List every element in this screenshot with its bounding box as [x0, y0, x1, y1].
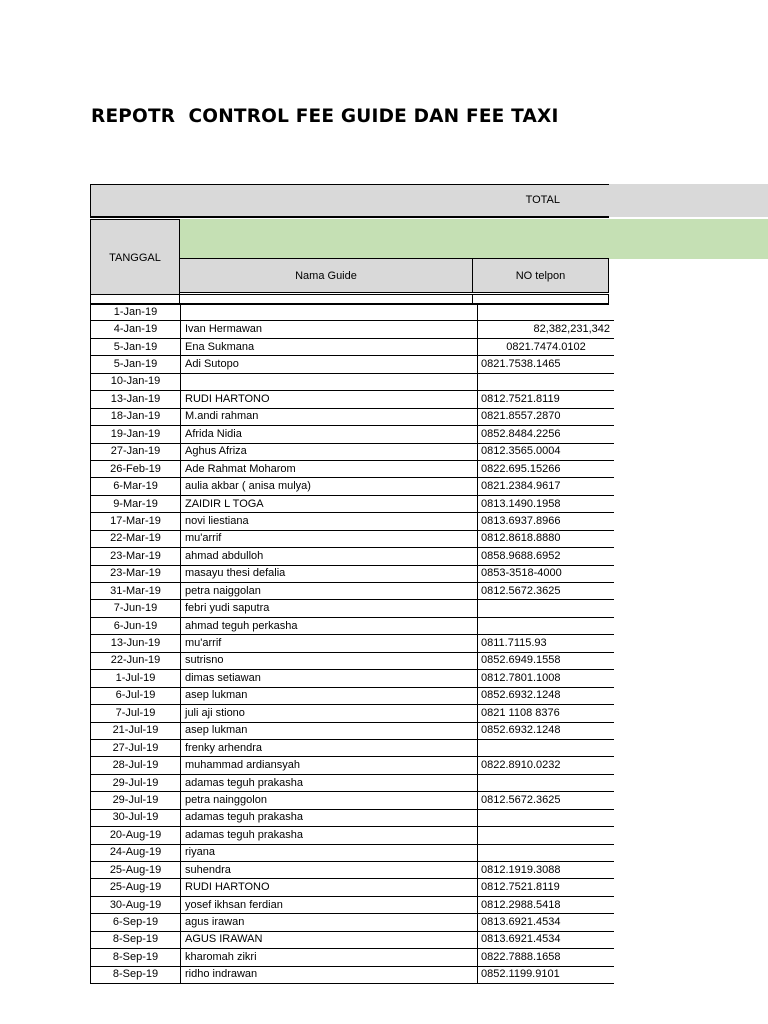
date-cell: 6-Mar-19: [91, 478, 181, 495]
date-cell: 6-Jun-19: [91, 617, 181, 634]
table-row: [91, 739, 615, 756]
table-row: [91, 687, 615, 704]
phone-cell: 0821 1108 8376: [478, 705, 615, 722]
date-cell: 23-Mar-19: [91, 565, 181, 582]
date-cell: 20-Aug-19: [91, 827, 181, 844]
date-cell: 6-Jul-19: [91, 687, 181, 704]
phone-cell: [478, 827, 615, 844]
date-cell: 1-Jan-19: [91, 304, 181, 321]
phone-cell: 0812.5672.3625: [478, 792, 615, 809]
guide-table: [90, 304, 614, 984]
date-cell: 23-Mar-19: [91, 548, 181, 565]
date-cell: 1-Jul-19: [91, 670, 181, 687]
date-cell: 19-Jan-19: [91, 426, 181, 443]
table-row: [91, 844, 615, 861]
phone-cell: [478, 844, 615, 861]
date-cell: 5-Jan-19: [91, 356, 181, 373]
date-cell: 28-Jul-19: [91, 757, 181, 774]
table-row: [91, 792, 615, 809]
table-row: [91, 670, 615, 687]
date-cell: 5-Jan-19: [91, 338, 181, 355]
guide-name-cell: Adi Sutopo: [181, 356, 478, 373]
date-cell: 30-Jul-19: [91, 809, 181, 826]
phone-cell: [478, 617, 615, 634]
guide-name-cell: AGUS IRAWAN: [181, 931, 478, 948]
date-cell: 7-Jun-19: [91, 600, 181, 617]
phone-cell: 0812.3565.0004: [478, 443, 615, 460]
table-row: [91, 774, 615, 791]
date-cell: 13-Jun-19: [91, 635, 181, 652]
table-row: [91, 635, 615, 652]
date-cell: 7-Jul-19: [91, 705, 181, 722]
guide-name-cell: novi liestiana: [181, 513, 478, 530]
guide-name-cell: juli aji stiono: [181, 705, 478, 722]
date-cell: 22-Jun-19: [91, 652, 181, 669]
date-cell: 27-Jan-19: [91, 443, 181, 460]
guide-name-cell: [181, 373, 478, 390]
guide-table-body: [91, 304, 615, 984]
guide-name-cell: Aghus Afriza: [181, 443, 478, 460]
table-row: [91, 757, 615, 774]
table-row: [91, 304, 615, 321]
date-cell: 26-Feb-19: [91, 460, 181, 477]
date-cell: 22-Mar-19: [91, 530, 181, 547]
date-cell: 27-Jul-19: [91, 739, 181, 756]
guide-name-cell: ridho indrawan: [181, 966, 478, 983]
date-cell: 13-Jan-19: [91, 391, 181, 408]
table-row: [91, 443, 615, 460]
tanggal-header: TANGGAL: [90, 219, 180, 295]
table-row: [91, 356, 615, 373]
date-cell: 6-Sep-19: [91, 914, 181, 931]
phone-cell: [478, 809, 615, 826]
phone-cell: 0822.695.15266: [478, 460, 615, 477]
date-cell: 8-Sep-19: [91, 949, 181, 966]
phone-cell: [478, 600, 615, 617]
date-cell: 8-Sep-19: [91, 966, 181, 983]
guide-name-cell: frenky arhendra: [181, 739, 478, 756]
guide-name-cell: Ena Sukmana: [181, 338, 478, 355]
phone-cell: 0813.6921.4534: [478, 914, 615, 931]
guide-name-cell: Ivan Hermawan: [181, 321, 478, 338]
phone-cell: 0812.8618.8880: [478, 530, 615, 547]
guide-name-cell: adamas teguh prakasha: [181, 774, 478, 791]
date-cell: 29-Jul-19: [91, 792, 181, 809]
table-row: [91, 879, 615, 896]
guide-name-cell: agus irawan: [181, 914, 478, 931]
phone-cell: 0852.6949.1558: [478, 652, 615, 669]
phone-cell: 0822.7888.1658: [478, 949, 615, 966]
phone-cell: 0812.7801.1008: [478, 670, 615, 687]
date-cell: 25-Aug-19: [91, 862, 181, 879]
table-row: [91, 321, 615, 338]
table-row: [91, 600, 615, 617]
guide-name-cell: mu'arrif: [181, 530, 478, 547]
table-row: [91, 862, 615, 879]
phone-cell: 0858.9688.6952: [478, 548, 615, 565]
table-row: [91, 827, 615, 844]
table-row: [91, 391, 615, 408]
table-row: [91, 513, 615, 530]
guide-name-cell: petra nainggolon: [181, 792, 478, 809]
phone-cell: 0812.2988.5418: [478, 896, 615, 913]
green-header-band: [179, 219, 768, 259]
guide-name-cell: masayu thesi defalia: [181, 565, 478, 582]
phone-cell: 0813.6937.8966: [478, 513, 615, 530]
date-cell: 25-Aug-19: [91, 879, 181, 896]
total-label: TOTAL: [525, 194, 560, 206]
date-cell: 17-Mar-19: [91, 513, 181, 530]
phone-cell: 0813.1490.1958: [478, 495, 615, 512]
phone-cell: 0821.8557.2870: [478, 408, 615, 425]
date-cell: 24-Aug-19: [91, 844, 181, 861]
guide-name-cell: RUDI HARTONO: [181, 879, 478, 896]
phone-cell: 0852.8484.2256: [478, 426, 615, 443]
guide-name-cell: sutrisno: [181, 652, 478, 669]
guide-name-cell: kharomah zikri: [181, 949, 478, 966]
date-cell: 4-Jan-19: [91, 321, 181, 338]
guide-name-cell: dimas setiawan: [181, 670, 478, 687]
guide-name-cell: Afrida Nidia: [181, 426, 478, 443]
phone-cell: [478, 774, 615, 791]
guide-name-cell: ahmad teguh perkasha: [181, 617, 478, 634]
report-title: REPOTR CONTROL FEE GUIDE DAN FEE TAXI: [91, 106, 559, 127]
guide-name-cell: ZAIDIR L TOGA: [181, 495, 478, 512]
guide-name-cell: M.andi rahman: [181, 408, 478, 425]
table-row: [91, 949, 615, 966]
guide-name-cell: suhendra: [181, 862, 478, 879]
phone-cell: 0821.2384.9617: [478, 478, 615, 495]
table-row: [91, 530, 615, 547]
guide-name-cell: adamas teguh prakasha: [181, 809, 478, 826]
table-row: [91, 705, 615, 722]
guide-name-cell: yosef ikhsan ferdian: [181, 896, 478, 913]
guide-name-cell: ahmad abdulloh: [181, 548, 478, 565]
guide-name-cell: febri yudi saputra: [181, 600, 478, 617]
table-row: [91, 478, 615, 495]
table-row: [91, 565, 615, 582]
table-row: [91, 617, 615, 634]
no-telpon-header: NO telpon: [472, 258, 609, 293]
table-row: [91, 914, 615, 931]
table-row: [91, 426, 615, 443]
nama-guide-header: Nama Guide: [179, 258, 473, 293]
guide-name-cell: mu'arrif: [181, 635, 478, 652]
phone-cell: 0812.1919.3088: [478, 862, 615, 879]
phone-cell: 0853-3518-4000: [478, 565, 615, 582]
phone-cell: 0852.6932.1248: [478, 722, 615, 739]
phone-cell: 0852.1199.9101: [478, 966, 615, 983]
guide-name-cell: asep lukman: [181, 722, 478, 739]
phone-cell: 82,382,231,342: [478, 321, 615, 338]
table-row: [91, 495, 615, 512]
phone-cell: 0852.6932.1248: [478, 687, 615, 704]
date-cell: 8-Sep-19: [91, 931, 181, 948]
guide-name-cell: Ade Rahmat Moharom: [181, 460, 478, 477]
table-row: [91, 460, 615, 477]
phone-cell: 0821.7538.1465: [478, 356, 615, 373]
header-divider: [90, 294, 609, 295]
phone-cell: [478, 373, 615, 390]
table-row: [91, 548, 615, 565]
guide-name-cell: riyana: [181, 844, 478, 861]
table-row: [91, 966, 615, 983]
phone-cell: 0821.7474.0102: [478, 338, 615, 355]
header-border: [90, 216, 609, 218]
date-cell: 10-Jan-19: [91, 373, 181, 390]
guide-name-cell: [181, 304, 478, 321]
phone-cell: [478, 739, 615, 756]
guide-name-cell: aulia akbar ( anisa mulya): [181, 478, 478, 495]
guide-name-cell: adamas teguh prakasha: [181, 827, 478, 844]
date-cell: 31-Mar-19: [91, 583, 181, 600]
table-row: [91, 896, 615, 913]
phone-cell: 0822.8910.0232: [478, 757, 615, 774]
phone-cell: 0812.5672.3625: [478, 583, 615, 600]
table-row: [91, 931, 615, 948]
table-row: [91, 809, 615, 826]
table-row: [91, 408, 615, 425]
guide-name-cell: RUDI HARTONO: [181, 391, 478, 408]
phone-cell: 0811.7115.93: [478, 635, 615, 652]
guide-name-cell: muhammad ardiansyah: [181, 757, 478, 774]
date-cell: 18-Jan-19: [91, 408, 181, 425]
table-row: [91, 722, 615, 739]
date-cell: 9-Mar-19: [91, 495, 181, 512]
table-row: [91, 373, 615, 390]
date-cell: 29-Jul-19: [91, 774, 181, 791]
phone-cell: 0812.7521.8119: [478, 879, 615, 896]
table-row: [91, 583, 615, 600]
phone-cell: 0812.7521.8119: [478, 391, 615, 408]
phone-cell: 0813.6921.4534: [478, 931, 615, 948]
table-row: [91, 652, 615, 669]
table-row: [91, 338, 615, 355]
date-cell: 30-Aug-19: [91, 896, 181, 913]
guide-name-cell: petra naiggolan: [181, 583, 478, 600]
guide-name-cell: asep lukman: [181, 687, 478, 704]
phone-cell: [478, 304, 615, 321]
date-cell: 21-Jul-19: [91, 722, 181, 739]
